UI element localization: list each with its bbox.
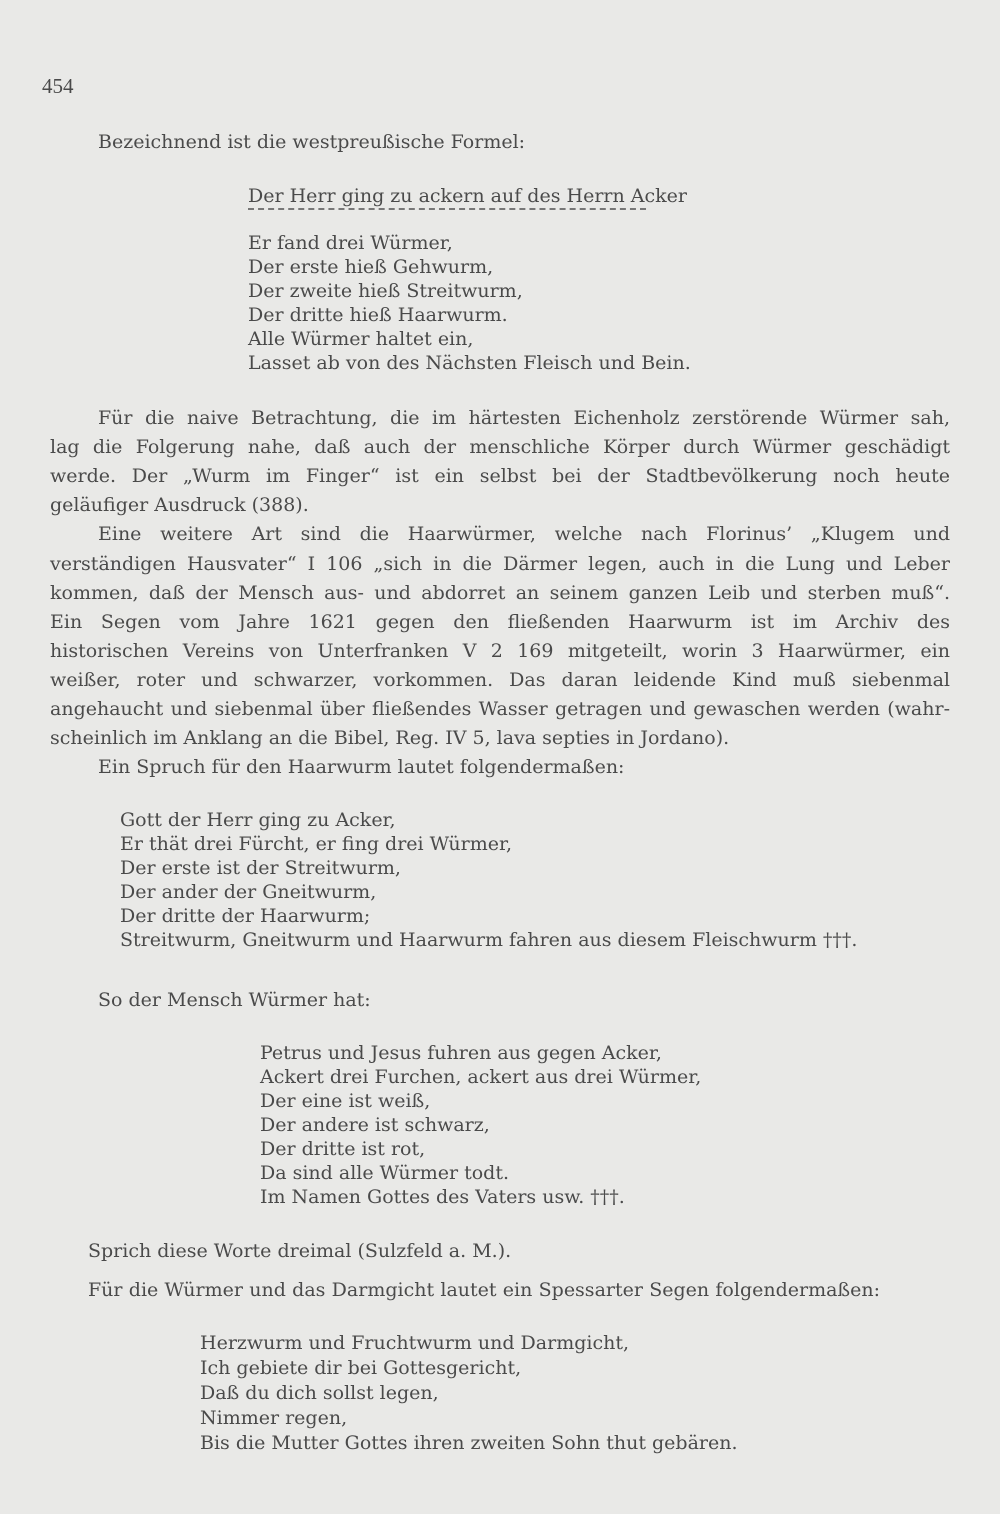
poem2-line: Gott der Herr ging zu Acker, — [120, 809, 396, 831]
poem1-line: Lasset ab von des Nächsten Fleisch und Bein. — [248, 352, 691, 374]
poem2-line: Streitwurm, Gneitwurm und Haarwurm fahren aus diesem Fleischwurm †††. — [120, 929, 858, 951]
intro-text: Bezeichnend ist die westpreußische Formel: — [98, 131, 526, 153]
poem3-line: Ackert drei Furchen, ackert aus drei Würmer, — [260, 1066, 702, 1088]
para-line: angehaucht und siebenmal über fließendes Wasser getragen und gewaschen werden (wahr- — [50, 698, 950, 720]
poem3-line: Der eine ist weiß, — [260, 1090, 431, 1112]
poem4-line: Nimmer regen, — [200, 1407, 348, 1429]
para-line: verständigen Hausvater“ I 106 „sich in die Därmer legen, auch in die Lung und Leber — [50, 552, 950, 575]
poem4-line: Herzwurm und Fruchtwurm und Darmgicht, — [200, 1332, 630, 1354]
poem2-line: Der ander der Gneitwurm, — [120, 881, 377, 903]
poem2-line: Der erste ist der Streitwurm, — [120, 857, 401, 879]
para-line: werde. Der „Wurm im Finger“ ist ein selbst bei der Stadtbevölkerung noch heute — [50, 465, 950, 488]
after-text: Sprich diese Worte dreimal (Sulzfeld a. M.). — [88, 1240, 512, 1262]
poem3-line: Petrus und Jesus fuhren aus gegen Acker, — [260, 1042, 662, 1064]
poem4-line: Ich gebiete dir bei Gottesgericht, — [200, 1357, 522, 1379]
after-text: Für die Würmer und das Darmgicht lautet ein Spessarter Segen folgendermaßen: — [88, 1279, 880, 1301]
page-number: 454 — [42, 74, 74, 98]
para-line: Eine weitere Art sind die Haarwürmer, welche nach Florinus’ „Klugem und — [98, 523, 950, 546]
poem2-line: Er thät drei Fürcht, er fing drei Würmer, — [120, 833, 513, 855]
para-line: Ein Segen vom Jahre 1621 gegen den fließenden Haarwurm ist im Archiv des — [50, 610, 950, 633]
poem1-line: Der zweite hieß Streitwurm, — [248, 280, 523, 302]
poem1-line: Alle Würmer haltet ein, — [248, 328, 474, 350]
para-line: kommen, daß der Mensch aus- und abdorret an seinem ganzen Leib und sterben muß“. — [50, 581, 950, 604]
poem3-line: Da sind alle Würmer todt. — [260, 1162, 510, 1184]
poem4-line: Daß du dich sollst legen, — [200, 1382, 439, 1404]
para-line: geläufiger Ausdruck (388). — [50, 494, 309, 517]
para-line: weißer, roter und schwarzer, vorkommen. Das daran leidende Kind muß siebenmal — [50, 668, 950, 691]
poem3-line: Der andere ist schwarz, — [260, 1114, 490, 1136]
para-line: Ein Spruch für den Haarwurm lautet folgendermaßen: — [98, 756, 625, 779]
poem1-line: Der Herr ging zu ackern auf des Herrn Acker — [248, 185, 687, 207]
ellipsis-divider — [248, 208, 646, 210]
para-line: historischen Vereins von Unterfranken V 2 169 mitgeteilt, worin 3 Haarwürmer, ein — [50, 639, 950, 662]
poem3-line: Der dritte ist rot, — [260, 1138, 426, 1160]
para-line: lag die Folgerung nahe, daß auch der menschliche Körper durch Würmer geschädigt — [50, 436, 950, 459]
poem1-line: Er fand drei Würmer, — [248, 232, 453, 254]
para-line: Für die naive Betrachtung, die im härtesten Eichenholz zerstörende Würmer sah, — [98, 407, 950, 429]
poem4-line: Bis die Mutter Gottes ihren zweiten Sohn thut gebären. — [200, 1432, 738, 1454]
poem2-line: Der dritte der Haarwurm; — [120, 905, 371, 927]
para-line: scheinlich im Anklang an die Bibel, Reg. IV 5, lava septies in Jordano). — [50, 727, 730, 750]
intro3-text: So der Mensch Würmer hat: — [98, 989, 371, 1011]
poem1-line: Der erste hieß Gehwurm, — [248, 256, 494, 278]
poem1-line: Der dritte hieß Haarwurm. — [248, 304, 508, 326]
poem3-line: Im Namen Gottes des Vaters usw. †††. — [260, 1186, 625, 1208]
